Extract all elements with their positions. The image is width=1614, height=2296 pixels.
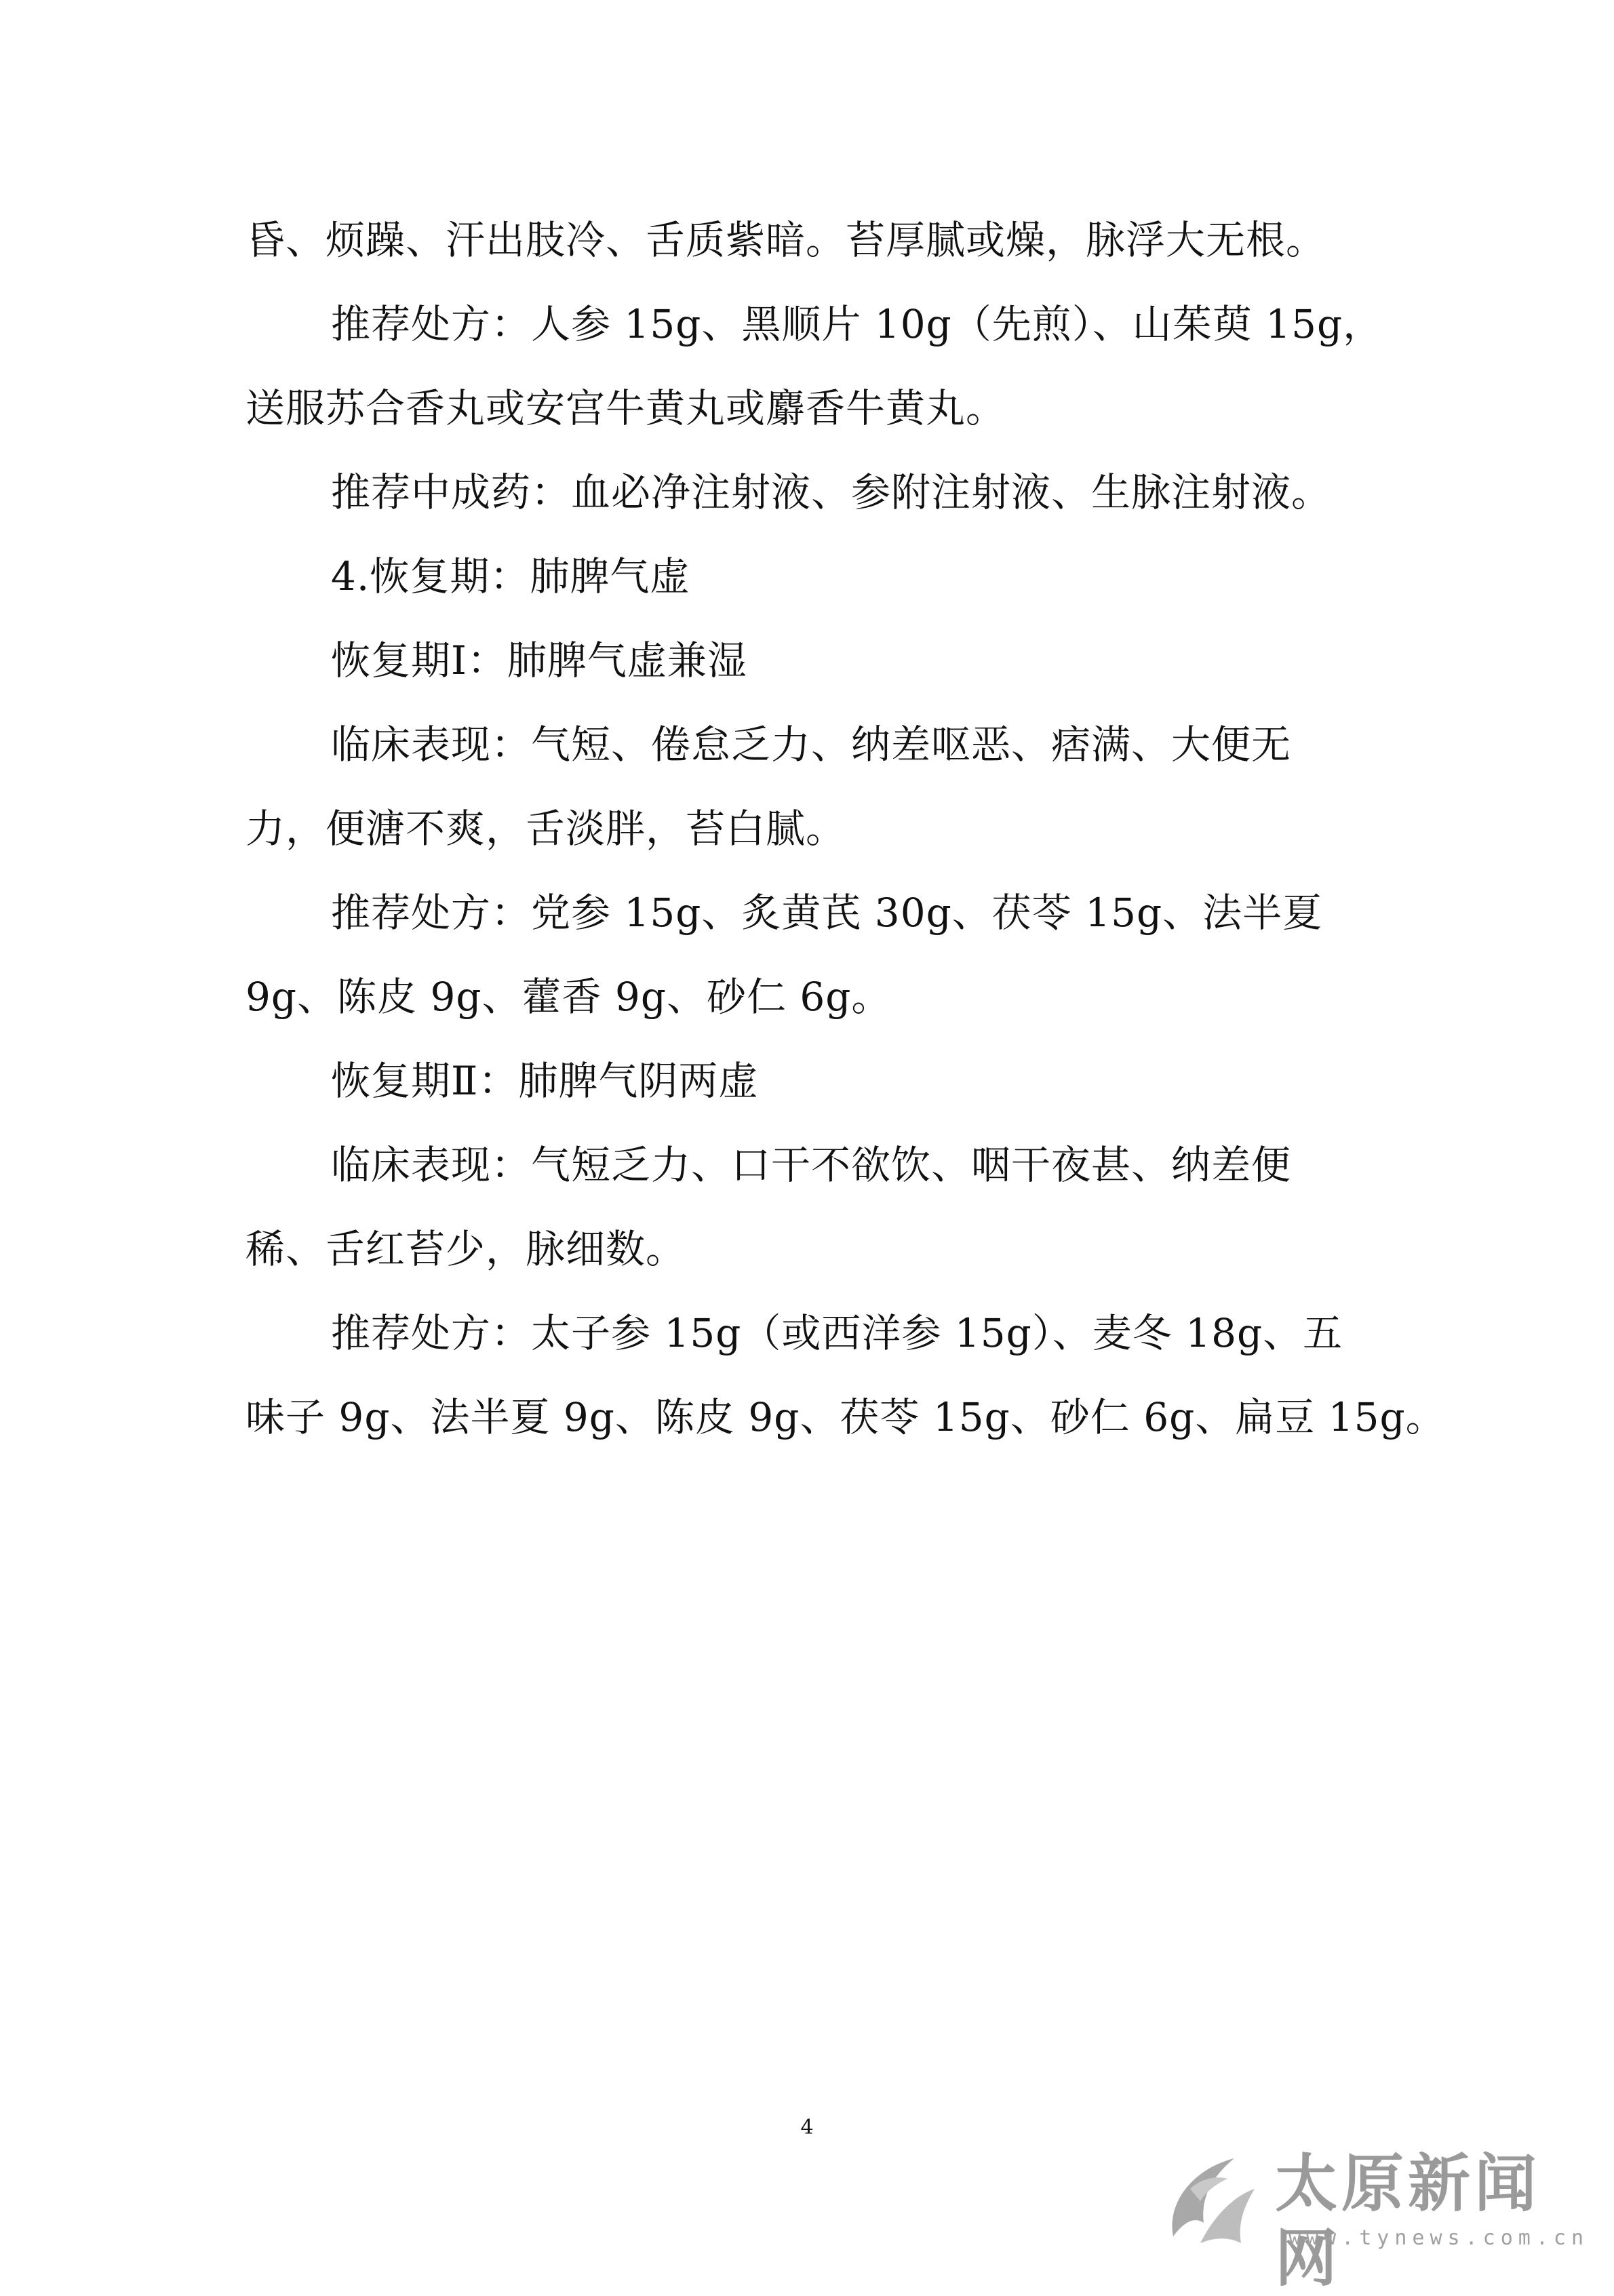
paragraph-line: 临床表现：气短乏力、口干不欲饮、咽干夜甚、纳差便 [331,1142,1292,1188]
paragraph-line: 稀、舌红苔少，脉细数。 [245,1226,686,1272]
paragraph-line: 推荐处方：太子参 15g（或西洋参 15g）、麦冬 18g、五 [331,1310,1343,1356]
paragraph-line: 推荐中成药：血必净注射液、参附注射液、生脉注射液。 [331,469,1332,515]
paragraph-line: 力，便溏不爽，舌淡胖，苔白腻。 [245,806,846,852]
site-watermark [1153,2135,1600,2295]
subsection-heading: 恢复期Ⅱ：肺脾气阴两虚 [331,1058,759,1104]
paragraph-line: 推荐处方：人参 15g、黑顺片 10g（先煎）、山茱萸 15g， [331,301,1383,347]
watermark-url: www.tynews.com.cn [1288,2226,1590,2250]
watermark-title: 太原新闻网 [1275,2147,1541,2295]
paragraph-line: 昏、烦躁、汗出肢冷、舌质紫暗。苔厚腻或燥，脉浮大无根。 [245,217,1326,263]
bird-swirl-logo-icon [1153,2141,1268,2257]
paragraph-line: 推荐处方：党参 15g、炙黄芪 30g、茯苓 15g、法半夏 [331,890,1323,936]
paragraph-line: 9g、陈皮 9g、藿香 9g、砂仁 6g。 [245,974,892,1020]
paragraph-line: 送服苏合香丸或安宫牛黄丸或麝香牛黄丸。 [245,385,1006,431]
paragraph-line: 味子 9g、法半夏 9g、陈皮 9g、茯苓 15g、砂仁 6g、扁豆 15g。 [245,1394,1446,1440]
page-number: 4 [800,2116,814,2139]
subsection-heading: 恢复期Ⅰ：肺脾气虚兼湿 [331,637,747,684]
paragraph-line: 临床表现：气短、倦怠乏力、纳差呕恶、痞满、大便无 [331,721,1292,768]
section-heading: 4.恢复期：肺脾气虚 [331,553,690,599]
